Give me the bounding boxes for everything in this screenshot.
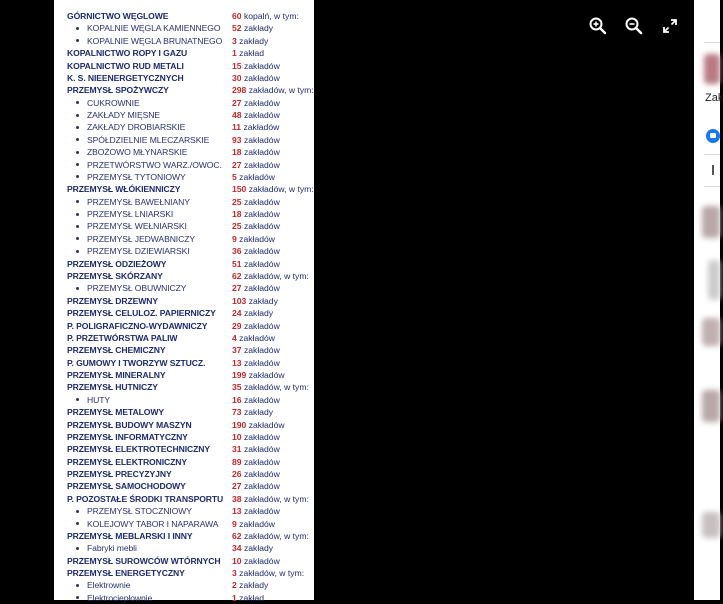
count-number: 15	[232, 60, 242, 71]
count-number: 89	[232, 456, 242, 467]
bullet-icon	[76, 584, 79, 587]
count-unit: zakłady	[239, 35, 269, 46]
list-item	[54, 456, 314, 468]
list-item	[54, 208, 314, 220]
category-name: PRZEMYSŁ BUDOWY MASZYN	[67, 419, 192, 430]
bullet-icon	[76, 39, 79, 42]
list-item	[54, 109, 314, 121]
count-number: 35	[232, 382, 242, 393]
count-number: 62	[232, 270, 242, 281]
count-number: 10	[232, 555, 242, 566]
count-unit: zakładów	[243, 431, 280, 442]
commenter-avatar[interactable]	[702, 390, 720, 422]
bullet-icon	[76, 213, 79, 216]
bullet-icon	[76, 114, 79, 117]
count-unit: zakładów, w tym:	[239, 568, 305, 579]
count-value	[232, 171, 275, 183]
count-unit: zakładów	[243, 60, 280, 71]
bullet-icon	[76, 225, 79, 228]
count-unit: zakładów	[239, 233, 275, 244]
category-name: PRZEMYSŁ SKÓRZANY	[67, 270, 163, 281]
count-number: 51	[232, 258, 242, 269]
list-item	[54, 357, 314, 369]
count-unit: zakładów, w tym:	[243, 530, 309, 541]
count-unit: zakładów	[243, 122, 280, 133]
count-number: 62	[232, 530, 242, 541]
count-unit: zakładów	[248, 419, 285, 430]
count-number: 37	[232, 345, 242, 356]
count-number: 27	[232, 481, 242, 492]
count-number: 27	[232, 97, 242, 108]
count-value	[232, 555, 280, 567]
count-number: 103	[232, 295, 247, 306]
count-number: 13	[232, 506, 242, 517]
count-number: 25	[232, 196, 242, 207]
count-unit: zakładów	[243, 444, 280, 455]
list-item	[54, 84, 314, 96]
count-unit: zakładów	[243, 555, 280, 566]
count-value	[232, 344, 280, 356]
zoom-out-button[interactable]	[624, 16, 644, 36]
zoom-out-icon	[624, 16, 644, 36]
count-unit: zakładów, w tym:	[243, 382, 309, 393]
count-number: 52	[232, 23, 242, 34]
side-panel	[694, 0, 723, 600]
category-name: PRZEMYSŁ MINERALNY	[67, 370, 166, 381]
bullet-icon	[76, 398, 79, 401]
count-number: 2	[232, 580, 237, 591]
category-name: PRZEMYSŁ ELEKTROTECHNICZNY	[67, 444, 211, 455]
category-name: PRZEMYSŁ CELULOZ. PAPIERNICZY	[67, 308, 216, 319]
list-item	[54, 258, 314, 270]
category-name: P. PRZETWÓRSTWA PALIW	[67, 332, 178, 343]
count-number: 18	[232, 147, 242, 158]
list-item	[54, 60, 314, 72]
list-item	[54, 196, 314, 208]
document-image	[54, 0, 314, 603]
count-value	[232, 72, 280, 84]
list-item	[54, 443, 314, 455]
count-number: 298	[232, 85, 247, 96]
list-item	[54, 419, 314, 431]
count-value	[232, 493, 309, 505]
count-number: 93	[232, 134, 242, 145]
count-unit: zakładów	[243, 196, 280, 207]
count-number: 27	[232, 159, 242, 170]
list-item	[54, 530, 314, 542]
category-name: PRZEMYSŁ ENERGETYCZNY	[67, 568, 185, 579]
count-number: 1	[232, 592, 237, 603]
count-unit: zakładów	[243, 209, 280, 220]
count-value	[232, 60, 280, 72]
count-value	[232, 84, 314, 96]
list-item	[54, 295, 314, 307]
list-item	[54, 47, 314, 59]
bullet-icon	[76, 510, 79, 513]
list-item	[54, 171, 314, 183]
count-number: 29	[232, 320, 242, 331]
count-number: 9	[232, 518, 237, 529]
count-unit: zakładów	[243, 481, 280, 492]
count-value	[232, 121, 279, 133]
bullet-icon	[76, 287, 79, 290]
count-value	[232, 381, 309, 393]
category-name: GÓRNICTWO WĘGLOWE	[67, 11, 169, 21]
list-item	[54, 592, 314, 604]
list-item	[54, 394, 314, 406]
list-item	[54, 72, 314, 84]
count-unit: zakładów	[243, 506, 280, 517]
side-panel-label: Zak	[705, 92, 723, 104]
category-name: ZBOŻOWO MŁYNARSKIE	[87, 147, 188, 158]
count-number: 34	[232, 543, 242, 554]
list-item	[54, 22, 314, 34]
divider	[704, 154, 720, 155]
count-value	[232, 456, 280, 468]
count-number: 18	[232, 209, 242, 220]
count-value	[232, 270, 309, 282]
bullet-icon	[76, 27, 79, 30]
bullet-icon	[76, 200, 79, 203]
category-name: K. S. NIEENERGETYCZNYCH	[67, 72, 184, 83]
zoom-in-button[interactable]	[588, 16, 608, 36]
list-item	[54, 245, 314, 257]
count-value	[232, 282, 280, 294]
count-unit: zakładów	[243, 469, 280, 480]
category-name: KOPALNICTWO ROPY I GAZU	[67, 48, 188, 59]
category-name: ZAKŁADY DROBIARSKIE	[87, 122, 186, 133]
count-value	[232, 134, 280, 146]
count-number: 5	[232, 171, 237, 182]
count-value	[232, 406, 273, 418]
list-item	[54, 270, 314, 282]
count-unit: zakładów	[239, 171, 275, 182]
list-item	[54, 282, 314, 294]
count-unit: zakłady	[239, 580, 269, 591]
count-value	[232, 518, 275, 530]
count-unit: zakładów	[243, 246, 280, 257]
bullet-icon	[76, 126, 79, 129]
count-unit: zakładów	[243, 357, 280, 368]
category-name: PRZEMYSŁ METALOWY	[67, 407, 164, 418]
count-number: 31	[232, 444, 242, 455]
count-value	[232, 443, 280, 455]
list-item	[54, 220, 314, 232]
count-unit: zakładów	[239, 518, 275, 529]
list-item	[54, 332, 314, 344]
list-item	[54, 121, 314, 133]
category-name: Fabryki mebli	[87, 543, 137, 554]
list-item	[54, 134, 314, 146]
count-value	[232, 295, 278, 307]
count-unit: zakładów, w tym:	[248, 184, 314, 195]
count-number: 13	[232, 357, 242, 368]
commenter-avatar[interactable]	[702, 318, 720, 346]
list-item	[54, 480, 314, 492]
count-unit: zakłady	[243, 543, 274, 554]
avatar[interactable]	[704, 54, 720, 84]
category-name: PRZEMYSŁ STOCZNIOWY	[87, 506, 192, 517]
list-item	[54, 468, 314, 480]
count-number: 30	[232, 72, 242, 83]
count-number: 73	[232, 407, 242, 418]
category-name: PRZEMYSŁ DZIEWIARSKI	[87, 246, 190, 257]
count-value	[232, 431, 280, 443]
category-name: PRZETWÓRSTWO WARZ./OWOC.	[87, 159, 222, 170]
count-unit: zakładów	[243, 456, 280, 467]
list-item	[54, 567, 314, 579]
list-item	[54, 555, 314, 567]
count-value	[232, 22, 273, 34]
count-unit: zakładów, w tym:	[248, 85, 314, 96]
count-unit: zakłady	[248, 295, 278, 306]
category-name: PRZEMYSŁ WEŁNIARSKI	[87, 221, 187, 232]
category-name: PRZEMYSŁ SAMOCHODOWY	[67, 481, 186, 492]
count-unit: zakładów	[243, 221, 280, 232]
count-number: 1	[232, 48, 237, 59]
count-unit: zakład	[239, 592, 265, 603]
count-unit: zakładów	[243, 394, 280, 405]
count-value	[232, 369, 285, 381]
category-name: P. POZOSTAŁE ŚRODKI TRANSPORTU	[67, 493, 224, 504]
count-number: 199	[232, 370, 247, 381]
count-unit: zakładów	[243, 283, 280, 294]
count-value	[232, 233, 275, 245]
bullet-icon	[76, 596, 79, 599]
count-value	[232, 468, 280, 480]
count-value	[232, 332, 275, 344]
count-unit: zakładów	[243, 72, 280, 83]
count-unit: zakłady	[243, 407, 274, 418]
category-name: PRZEMYSŁ CHEMICZNY	[67, 345, 166, 356]
list-item	[54, 381, 314, 393]
category-name: PRZEMYSŁ ODZIEŻOWY	[67, 258, 167, 269]
count-value	[232, 159, 280, 171]
count-value	[232, 579, 268, 591]
bullet-icon	[76, 250, 79, 253]
fullscreen-icon	[660, 16, 680, 36]
category-name: PRZEMYSŁ TYTONIOWY	[87, 171, 186, 182]
count-unit: kopalń, w tym:	[243, 11, 299, 21]
count-number: 3	[232, 568, 237, 579]
comment-blurred	[708, 260, 720, 300]
category-name: P. GUMOWY I TWORZYW SZTUCZ.	[67, 357, 206, 368]
list-item	[54, 369, 314, 381]
category-name: Elektrownie	[87, 580, 131, 591]
count-unit: zakłady	[243, 23, 274, 34]
divider	[704, 42, 720, 43]
count-value	[232, 357, 280, 369]
count-value	[232, 394, 280, 406]
count-unit: zakładów, w tym:	[243, 270, 309, 281]
count-number: 4	[232, 332, 237, 343]
count-value	[232, 196, 280, 208]
category-name: HUTY	[87, 394, 110, 405]
count-number: 27	[232, 283, 242, 294]
count-unit: zakładów, w tym:	[243, 493, 309, 504]
commenter-avatar[interactable]	[702, 206, 720, 238]
fullscreen-button[interactable]	[660, 16, 680, 36]
category-name: PRZEMYSŁ HUTNICZY	[67, 382, 158, 393]
count-value	[232, 320, 280, 332]
count-value	[232, 530, 309, 542]
zoom-in-icon	[588, 16, 608, 36]
count-unit: zakładów	[243, 159, 280, 170]
category-name: PRZEMYSŁ INFORMATYCZNY	[67, 431, 188, 442]
count-unit: zakładów	[243, 134, 280, 145]
bullet-icon	[76, 138, 79, 141]
count-number: 36	[232, 246, 242, 257]
commenter-avatar[interactable]	[702, 512, 720, 538]
count-number: 16	[232, 394, 242, 405]
bullet-icon	[76, 522, 79, 525]
list-item	[54, 35, 314, 47]
count-number: 38	[232, 493, 242, 504]
bullet-icon	[76, 175, 79, 178]
category-name: PRZEMYSŁ ELEKTRONICZNY	[67, 456, 188, 467]
list-item	[54, 493, 314, 505]
count-unit: zakłady	[243, 308, 274, 319]
list-item	[54, 579, 314, 591]
count-number: 9	[232, 233, 237, 244]
bullet-icon	[76, 547, 79, 550]
category-name: KOPALNICTWO RUD METALI	[67, 60, 184, 71]
count-unit: zakładów	[243, 110, 280, 121]
category-name: PRZEMYSŁ DRZEWNY	[67, 295, 159, 306]
count-number: 190	[232, 419, 247, 430]
count-value	[232, 307, 273, 319]
list-item	[54, 97, 314, 109]
count-value	[232, 592, 264, 604]
count-value	[232, 220, 280, 232]
list-item	[54, 542, 314, 554]
count-value	[232, 208, 280, 220]
count-unit: zakład	[239, 48, 265, 59]
count-unit: zakładów	[243, 258, 280, 269]
category-name: PRZEMYSŁ JEDWABNICZY	[87, 233, 195, 244]
count-value	[232, 109, 280, 121]
list-item	[54, 344, 314, 356]
count-value	[232, 258, 280, 270]
category-name: PRZEMYSŁ PRECYZYJNY	[67, 469, 172, 480]
bullet-icon	[76, 237, 79, 240]
list-item	[54, 183, 314, 195]
count-value	[232, 542, 273, 554]
count-number: 3	[232, 35, 237, 46]
count-value	[232, 183, 314, 195]
category-name: PRZEMYSŁ SUROWCÓW WTÓRNYCH	[67, 555, 221, 566]
category-name: PRZEMYSŁ WŁÓKIENNICZY	[67, 184, 181, 195]
count-value	[232, 505, 280, 517]
like-icon[interactable]	[706, 129, 720, 143]
bullet-icon	[76, 163, 79, 166]
list-item	[54, 320, 314, 332]
count-number: 10	[232, 431, 242, 442]
bullet-icon	[76, 151, 79, 154]
list-item	[54, 307, 314, 319]
count-number: 24	[232, 308, 242, 319]
count-unit: zakładów	[243, 97, 280, 108]
count-value	[232, 419, 285, 431]
list-item	[54, 431, 314, 443]
count-unit: zakładów	[243, 345, 280, 356]
count-value	[232, 146, 280, 158]
count-value	[232, 480, 280, 492]
category-name: ZAKŁADY MIĘSNE	[87, 110, 160, 121]
count-number: 48	[232, 110, 242, 121]
count-value	[232, 47, 264, 59]
count-unit: zakładów	[243, 320, 280, 331]
category-name: KOLEJOWY TABOR I NAPARAWA	[87, 518, 219, 529]
count-number: 11	[232, 122, 242, 133]
count-value	[232, 10, 299, 22]
count-number: 60	[232, 11, 242, 21]
count-value	[232, 35, 268, 47]
category-name: PRZEMYSŁ LNIARSKI	[87, 209, 174, 220]
count-unit: zakładów	[248, 370, 285, 381]
list-item	[54, 406, 314, 418]
category-name: KOPALNIE WĘGLA KAMIENNEGO	[87, 23, 221, 34]
list-item	[54, 518, 314, 530]
divider	[704, 186, 720, 187]
count-value	[232, 567, 304, 579]
category-name: SPÓŁDZIELNIE MLECZARSKIE	[87, 134, 210, 145]
count-value	[232, 245, 280, 257]
list-item	[54, 10, 314, 22]
category-name: Elektrociepłownie	[87, 592, 153, 603]
category-name: P. POLIGRAFICZNO-WYDAWNICZY	[67, 320, 208, 331]
category-name: PRZEMYSŁ MEBLARSKI I INNY	[67, 530, 193, 541]
category-name: CUKROWNIE	[87, 97, 140, 108]
category-name: KOPALNIE WĘGLA BRUNATNEGO	[87, 35, 223, 46]
list-item	[54, 146, 314, 158]
category-name: PRZEMYSŁ SPOŻYWCZY	[67, 85, 169, 96]
category-name: PRZEMYSŁ BAWEŁNIANY	[87, 196, 190, 207]
count-number: 150	[232, 184, 247, 195]
count-unit: zakładów	[243, 147, 280, 158]
count-number: 26	[232, 469, 242, 480]
count-unit: zakładów	[239, 332, 275, 343]
category-name: PRZEMYSŁ OBUWNICZY	[87, 283, 187, 294]
count-value	[232, 97, 280, 109]
list-item	[54, 233, 314, 245]
list-item	[54, 505, 314, 517]
cursor-mark	[712, 165, 714, 175]
count-number: 25	[232, 221, 242, 232]
list-item	[54, 159, 314, 171]
bullet-icon	[76, 101, 79, 104]
